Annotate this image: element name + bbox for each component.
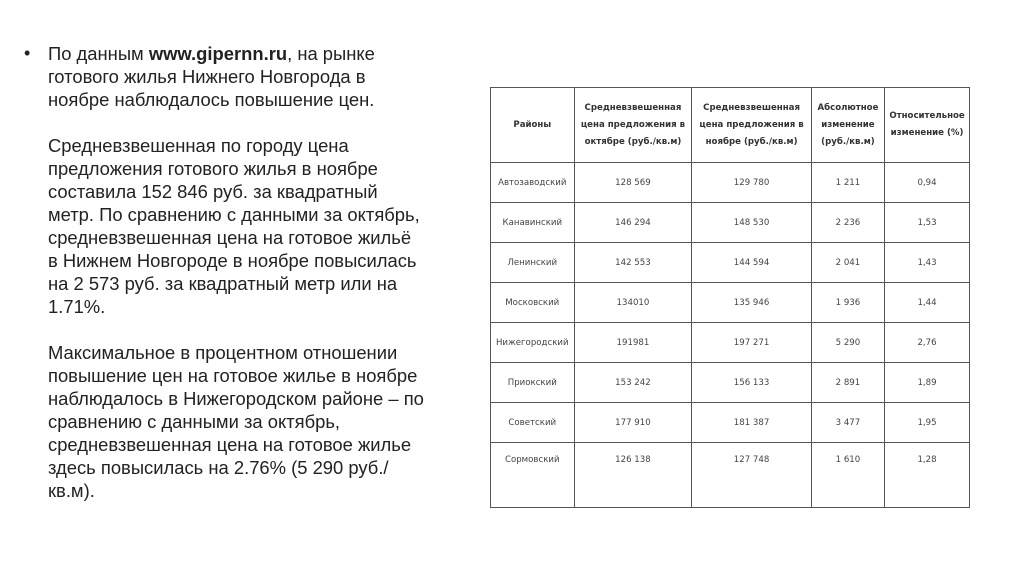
header-district: Районы bbox=[491, 88, 575, 163]
cell-absolute-change: 2 236 bbox=[811, 203, 884, 243]
cell-absolute-change: 2 041 bbox=[811, 243, 884, 283]
cell-district: Приокский bbox=[491, 363, 575, 403]
header-november-price: Средневзвешенная цена предложения в ноябре (руб./кв.м) bbox=[692, 88, 811, 163]
cell-relative-change: 1,44 bbox=[885, 283, 970, 323]
table-row bbox=[491, 203, 970, 243]
cell-absolute-change: 1 936 bbox=[811, 283, 884, 323]
table-row bbox=[491, 443, 970, 508]
intro-rest: , на рынке готового жилья Нижнего Новгорода в ноябре наблюдалось повышение цен. bbox=[48, 43, 375, 110]
cell-october-price: 191981 bbox=[574, 323, 692, 363]
cell-october-price: 142 553 bbox=[574, 243, 692, 283]
cell-november-price: 148 530 bbox=[692, 203, 811, 243]
table-row bbox=[491, 363, 970, 403]
cell-district: Автозаводский bbox=[491, 163, 575, 203]
cell-october-price: 146 294 bbox=[574, 203, 692, 243]
paragraph-intro bbox=[48, 42, 424, 111]
cell-november-price: 197 271 bbox=[692, 323, 811, 363]
source-site: www.gipernn.ru bbox=[148, 43, 288, 64]
bullet-item bbox=[24, 42, 424, 502]
cell-relative-change: 1,28 bbox=[885, 443, 970, 508]
cell-relative-change: 1,53 bbox=[885, 203, 970, 243]
header-october-price: Средневзвешенная цена предложения в октябре (руб./кв.м) bbox=[574, 88, 692, 163]
cell-district: Ленинский bbox=[491, 243, 575, 283]
cell-absolute-change: 1 610 bbox=[811, 443, 884, 508]
text-block bbox=[24, 42, 424, 502]
cell-october-price: 134010 bbox=[574, 283, 692, 323]
cell-absolute-change: 5 290 bbox=[811, 323, 884, 363]
cell-relative-change: 1,89 bbox=[885, 363, 970, 403]
table-row bbox=[491, 283, 970, 323]
table-row bbox=[491, 243, 970, 283]
cell-october-price: 128 569 bbox=[574, 163, 692, 203]
cell-october-price: 153 242 bbox=[574, 363, 692, 403]
cell-district: Сормовский bbox=[491, 443, 575, 508]
cell-november-price: 181 387 bbox=[692, 403, 811, 443]
cell-november-price: 135 946 bbox=[692, 283, 811, 323]
table-row bbox=[491, 163, 970, 203]
cell-november-price: 156 133 bbox=[692, 363, 811, 403]
cell-november-price: 129 780 bbox=[692, 163, 811, 203]
price-table bbox=[490, 87, 970, 508]
cell-relative-change: 2,76 bbox=[885, 323, 970, 363]
cell-district: Московский bbox=[491, 283, 575, 323]
cell-district: Канавинский bbox=[491, 203, 575, 243]
price-table-container bbox=[490, 87, 970, 485]
intro-lead: По данным bbox=[48, 43, 149, 64]
cell-november-price: 127 748 bbox=[692, 443, 811, 508]
bullet-content bbox=[48, 42, 424, 502]
cell-district: Советский bbox=[491, 403, 575, 443]
header-relative-change: Относительное изменение (%) bbox=[885, 88, 970, 163]
cell-absolute-change: 2 891 bbox=[811, 363, 884, 403]
cell-absolute-change: 1 211 bbox=[811, 163, 884, 203]
paragraph-max-increase: Максимальное в процентном отношении повышение цен на готовое жилье в ноябре наблюдалось в Нижегородском районе – по сравнению с данными за октябрь, средневзвешенная цена на готовое жилье здесь повысилась на 2.76% (5 290 руб./кв.м). bbox=[48, 342, 424, 501]
cell-relative-change: 1,43 bbox=[885, 243, 970, 283]
cell-relative-change: 0,94 bbox=[885, 163, 970, 203]
cell-absolute-change: 3 477 bbox=[811, 403, 884, 443]
paragraph-city-price: Средневзвешенная по городу цена предложения готового жилья в ноябре составила 152 846 руб. за квадратный метр. По сравнению с данными за октябрь, средневзвешенная цена на готовое жильё в Нижнем Новгороде в ноябре повысилась на 2 573 руб. за квадратный метр или на 1.71%. bbox=[48, 135, 420, 317]
cell-district: Нижегородский bbox=[491, 323, 575, 363]
cell-october-price: 177 910 bbox=[574, 403, 692, 443]
header-absolute-change: Абсолютное изменение (руб./кв.м) bbox=[811, 88, 884, 163]
cell-november-price: 144 594 bbox=[692, 243, 811, 283]
table-row bbox=[491, 323, 970, 363]
bullet-marker: • bbox=[24, 43, 31, 63]
table-header-row bbox=[491, 88, 970, 163]
cell-october-price: 126 138 bbox=[574, 443, 692, 508]
table-row bbox=[491, 403, 970, 443]
cell-relative-change: 1,95 bbox=[885, 403, 970, 443]
